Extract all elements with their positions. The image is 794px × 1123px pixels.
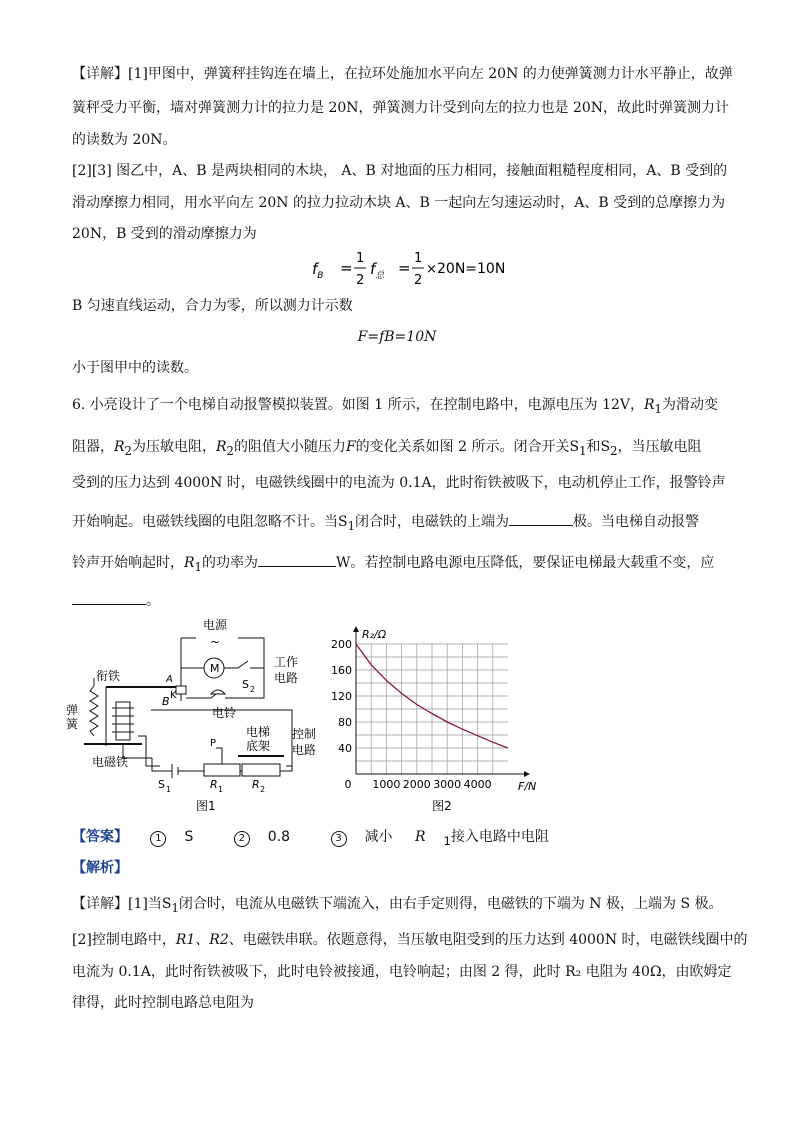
svg-text:P: P	[210, 738, 217, 749]
svg-text:B: B	[162, 695, 170, 708]
svg-text:=: =	[398, 259, 411, 277]
analysis-line-3: 电流为 0.1A，此时衔铁被吸下，此时电铃被接通，电铃响起；由图 2 得，此时 R₂ 电阻为 40Ω，由欧姆定	[72, 964, 732, 980]
analysis-label: 【解析】	[72, 860, 128, 876]
svg-text:电铃: 电铃	[212, 706, 237, 720]
answer-row	[72, 827, 732, 851]
svg-text:控制: 控制	[292, 727, 317, 741]
x-axis-arrow	[524, 771, 530, 777]
detail-paragraph-5: 滑动摩擦力相同，用水平向左 20N 的拉力拉动木块 A、B 一起向左匀速运动时，A、B 受到的总摩擦力为	[72, 195, 726, 211]
svg-text:×: ×	[426, 262, 437, 277]
detail-paragraph-7: B 匀速直线运动，合力为零，所以测力计示数	[72, 298, 353, 314]
svg-text:1: 1	[414, 251, 423, 266]
svg-text:S: S	[158, 778, 165, 791]
svg-text:电路: 电路	[274, 671, 299, 685]
detail-paragraph-3: 的读数为 20N。	[72, 132, 177, 148]
svg-text:工作: 工作	[274, 655, 299, 669]
svg-text:A: A	[166, 674, 173, 685]
svg-text:~: ~	[210, 635, 221, 649]
x-tick-label: 1000	[372, 778, 401, 791]
svg-text:电磁铁: 电磁铁	[92, 755, 129, 769]
detail-paragraph-8: 小于图甲中的读数。	[72, 360, 198, 376]
svg-text:20N=10N: 20N=10N	[437, 261, 506, 277]
svg-text:衔铁: 衔铁	[96, 669, 121, 683]
question-line-1: 6. 小亮设计了一个电梯自动报警模拟装置。如图 1 所示，在控制电路中，电源电压为 12V，$R_1$为滑动变	[72, 397, 718, 416]
force-formula: F=fB=10N	[357, 329, 437, 345]
answer-2: 2 0.8	[234, 829, 308, 845]
svg-text:2: 2	[414, 273, 423, 288]
svg-text:f总: $f_总$	[370, 260, 385, 281]
svg-text:电路: 电路	[292, 743, 317, 757]
answer-1: 1 S	[150, 829, 211, 845]
circuit-diagram	[66, 616, 336, 816]
x-tick-label: 4000	[463, 778, 492, 791]
figure-1-circuit	[66, 616, 336, 816]
detail-paragraph-4: [2][3] 图乙中，A、B 是两块相同的木块， A、B 对地面的压力相同，接触面粗糙程度相同，A、B 受到的	[72, 163, 728, 179]
svg-text:电梯: 电梯	[246, 725, 271, 739]
question-line-5: 铃声开始响起时，$R_1$的功率为 W。若控制电路电源电压降低，要保证电梯最大载重不变，应	[72, 552, 732, 577]
figure-2-chart	[324, 624, 544, 816]
svg-text:2: 2	[356, 273, 365, 288]
svg-text:1: 1	[166, 785, 172, 794]
detail-paragraph-1: 【详解】[1]甲图中，弹簧秤挂钩连在墙上，在拉环处施加水平向左 20N 的力使弹簧测力计水平静止，故弹	[72, 66, 733, 82]
svg-text:底架: 底架	[246, 739, 271, 753]
y-axis-arrow	[353, 626, 359, 632]
y-tick-label: 200	[331, 638, 352, 651]
question-line-2: 阻器，$R_2$为压敏电阻，$R_2$的阻值大小随压力F的变化关系如图 2 所示。闭合开关$S_1$和$S_2$，当压敏电阻	[72, 439, 702, 458]
analysis-line-4: 律得，此时控制电路总电阻为	[72, 995, 254, 1011]
x-tick-label: 0	[344, 778, 352, 791]
detail-paragraph-2: 簧秤受力平衡，墙对弹簧测力计的拉力是 20N，弹簧测力计受到向左的拉力也是 20N，故此时弹簧测力计	[72, 100, 730, 116]
y-axis-label: R₂/Ω	[362, 628, 387, 641]
svg-text:2: 2	[260, 785, 266, 794]
y-tick-label: 40	[338, 742, 352, 755]
x-tick-label: 3000	[433, 778, 462, 791]
answer-3: 3 减小 R $_1$接入电路中电阻	[331, 829, 567, 845]
question-line-6: 。	[72, 590, 732, 611]
analysis-line-1: 【详解】[1]当$S_1$闭合时，电流从电磁铁下端流入，由右手定则得，电磁铁的下端为 N 极，上端为 S 极。	[72, 896, 723, 915]
svg-text:1: 1	[356, 251, 365, 266]
svg-text:M: M	[210, 662, 220, 675]
svg-text:fB: $f_B$	[312, 260, 324, 281]
y-tick-label: 160	[331, 664, 352, 677]
x-axis-label: F/N	[518, 780, 537, 793]
svg-text:1: 1	[218, 785, 224, 794]
svg-text:2: 2	[250, 685, 256, 694]
resistance-force-chart	[324, 624, 544, 816]
detail-paragraph-6: 20N，B 受到的滑动摩擦力为	[72, 226, 257, 242]
y-tick-label: 80	[338, 716, 352, 729]
friction-formula	[312, 246, 512, 292]
answer-blank-1[interactable]	[509, 511, 573, 526]
answer-blank-3[interactable]	[72, 590, 146, 605]
svg-text:K: K	[170, 690, 177, 701]
svg-text:R: R	[210, 778, 218, 791]
question-line-4: 开始响起。电磁铁线圈的电阻忽略不计。当$S_1$闭合时，电磁铁的上端为 极。当电梯自动报警	[72, 511, 732, 536]
svg-text:弹: 弹	[66, 703, 79, 717]
y-tick-label: 120	[331, 690, 352, 703]
svg-text:R: R	[252, 778, 260, 791]
svg-text:簧: 簧	[66, 717, 79, 731]
question-line-3: 受到的压力达到 4000N 时，电磁铁线圈中的电流为 0.1A，此时衔铁被吸下，电动机停止工作，报警铃声	[72, 475, 726, 491]
figure-1-caption: 图1	[196, 799, 216, 813]
x-tick-label: 2000	[402, 778, 431, 791]
answer-label: 【答案】	[72, 829, 128, 845]
svg-text:S: S	[242, 678, 249, 691]
answer-blank-2[interactable]	[258, 552, 336, 567]
label-power: 电源	[203, 618, 228, 632]
analysis-line-2: [2]控制电路中，R1、R2、电磁铁串联。依题意得，当压敏电阻受到的压力达到 4000N 时，电磁铁线圈中的	[72, 932, 748, 948]
figure-2-caption: 图2	[432, 799, 452, 813]
svg-text:=: =	[340, 259, 353, 277]
